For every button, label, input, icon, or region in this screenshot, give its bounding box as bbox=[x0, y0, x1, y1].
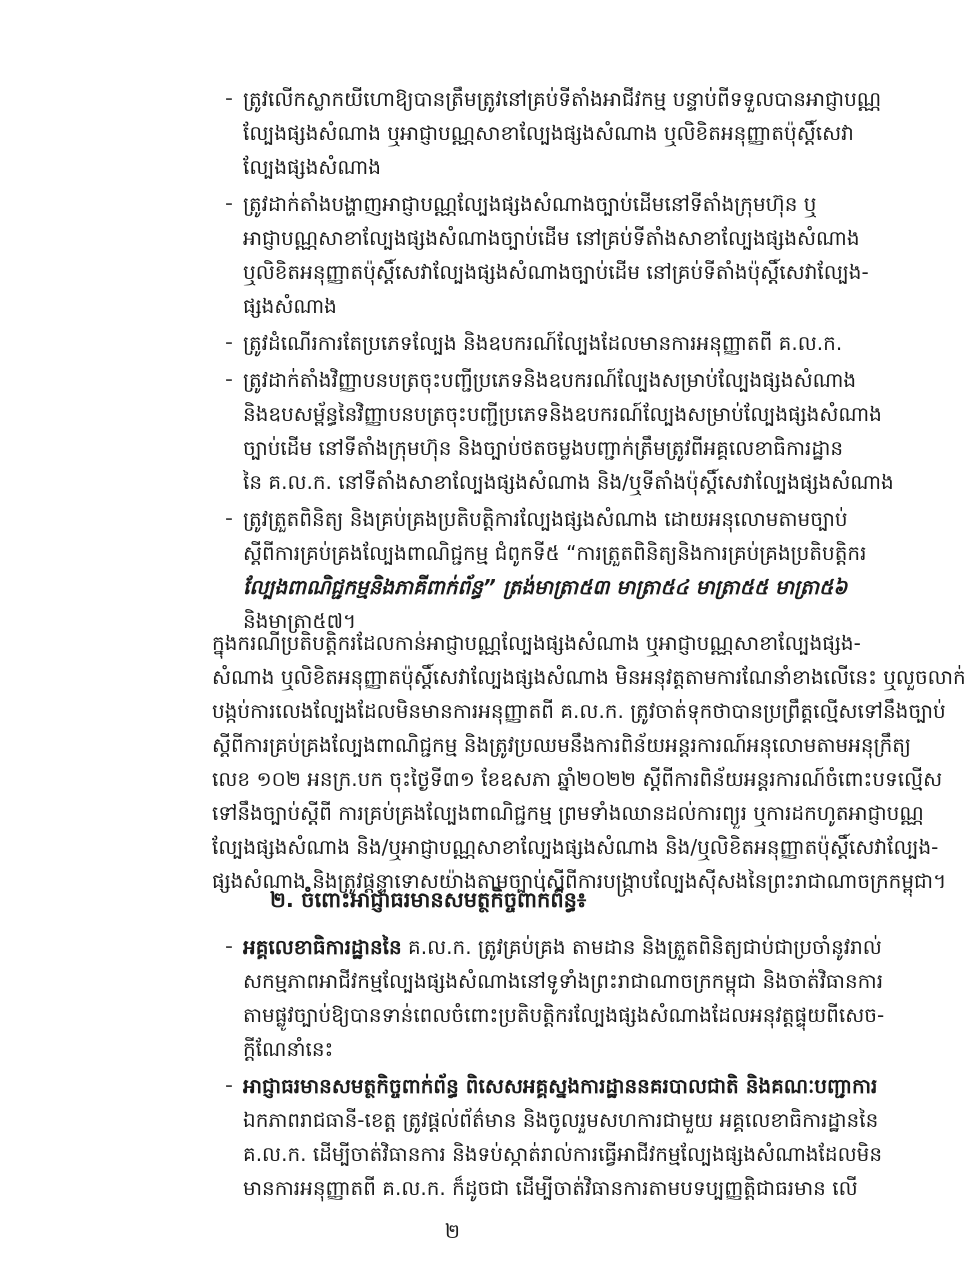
bullet-inspection bbox=[225, 502, 867, 638]
bold-lead: អគ្គលេខាធិការដ្ឋាននៃ bbox=[243, 935, 402, 959]
paragraph-line: ស្តីពីការគ្រប់គ្រងល្បែងពាណិជ្ជកម្ម និងត្រូវប្រឈមនឹងការពិន័យអន្តរការណ៍អនុលោមតាមអនុក្រឹត្យ bbox=[212, 733, 911, 757]
bullet-dash: - bbox=[225, 367, 233, 392]
text-line: ច្បាប់ដើម នៅទីតាំងក្រុមហ៊ុន និងច្បាប់ថតចម្លងបញ្ជាក់ត្រឹមត្រូវពីអគ្គលេខាធិការដ្ឋាន bbox=[243, 436, 844, 460]
text-line: នៃ គ.ល.ក. នៅទីតាំងសាខាល្បែងផ្សងសំណាង និង/ឬទីតាំងប៉ុស្តិ៍សេវាល្បែងផ្សងសំណាង bbox=[243, 470, 894, 494]
paragraph-line: សំណាង ឬលិខិតអនុញ្ញាតប៉ុស្តិ៍សេវាល្បែងផ្សងសំណាង មិនអនុវត្តតាមការណែនាំខាងលើនេះ ឬលួចលាក់ bbox=[212, 665, 966, 689]
guideline-bullet-list bbox=[225, 82, 894, 641]
text-line: ឯកភាពរាជធានី-ខេត្ត ត្រូវផ្តល់ព័ត៌មាន និងចូលរួមសហការជាមួយ អគ្គលេខាធិការដ្ឋាននៃ bbox=[243, 1108, 879, 1132]
bullet-general-secretariat bbox=[225, 930, 885, 1066]
text-line: ល្បែងផ្សងសំណាង ឬអាជ្ញាបណ្ណសាខាល្បែងផ្សងសំណាង ឬលិខិតអនុញ្ញាតប៉ុស្តិ៍សេវា bbox=[243, 121, 854, 145]
text-line: ឬលិខិតអនុញ្ញាតប៉ុស្តិ៍សេវាល្បែងផ្សងសំណាងច្បាប់ដើម នៅគ្រប់ទីតាំងប៉ុស្តិ៍សេវាល្បែង- bbox=[243, 260, 869, 284]
text-line: មានការអនុញ្ញាតពី គ.ល.ក. ក៏ដូចជា ដើម្បីចាត់វិធានការតាមបទប្បញ្ញត្តិជាធរមាន លើ bbox=[243, 1176, 858, 1200]
text-line: តាមផ្លូវច្បាប់ឱ្យបានទាន់ពេលចំពោះប្រតិបត្តិករល្បែងផ្សងសំណាងដែលអនុវត្តផ្ទុយពីសេច- bbox=[243, 1003, 885, 1027]
bullet-signboard bbox=[225, 82, 882, 184]
bold-lead: អាជ្ញាធរមានសមត្ថកិច្ចពាក់ព័ន្ធ ពិសេសអគ្គស្នងការដ្ឋាននគរបាលជាតិ និងគណៈបញ្ជាការ bbox=[243, 1074, 878, 1098]
penalty-paragraph bbox=[212, 626, 966, 898]
bullet-dash: - bbox=[225, 1073, 233, 1098]
paragraph-line: ទៅនឹងច្បាប់ស្តីពី ការគ្រប់គ្រងល្បែងពាណិជ្ជកម្ម ព្រមទាំងឈានដល់ការព្យួរ ឬការដកហូតអាជ្ញាបណ្ណ bbox=[212, 801, 924, 825]
text-line: គ.ល.ក. ដើម្បីចាត់វិធានការ និងទប់ស្កាត់រាល់ការធ្វើអាជីវកម្មល្បែងផ្សងសំណាងដែលមិន bbox=[243, 1142, 883, 1166]
page-number: ២ bbox=[444, 1219, 461, 1243]
text-line: និងមាត្រា៥៧។ bbox=[243, 609, 357, 633]
bullet-competent-authorities bbox=[225, 1069, 883, 1205]
paragraph-line: ល្បែងផ្សងសំណាង និង/ឬអាជ្ញាបណ្ណសាខាល្បែងផ្សងសំណាង និង/ឬលិខិតអនុញ្ញាតប៉ុស្តិ៍សេវាល្បែង- bbox=[212, 835, 939, 859]
text-line: ត្រូវដំណើរការតែប្រភេទល្បែង និងឧបករណ៍ល្បែងដែលមានការអនុញ្ញាតពី គ.ល.ក. bbox=[243, 331, 843, 355]
text-line bbox=[243, 930, 882, 964]
text-line: ត្រូវដាក់តាំងបង្ហាញអាជ្ញាបណ្ណល្បែងផ្សងសំណាងច្បាប់ដើមនៅទីតាំងក្រុមហ៊ុន ឬ bbox=[243, 192, 817, 216]
paragraph-line: លេខ ១០២ អនក្រ.បក ចុះថ្ងៃទី៣១ ខែឧសភា ឆ្នាំ២០២២ ស្តីពីការពិន័យអន្តរការណ៍ចំពោះបទល្មើស bbox=[212, 767, 943, 791]
authority-bullet-list bbox=[225, 930, 885, 1208]
text-line: ត្រូវលើកស្លាកយីហោឱ្យបានត្រឹមត្រូវនៅគ្រប់ទីតាំងអាជីវកម្ម បន្ទាប់ពីទទួលបានអាជ្ញាបណ្ណ bbox=[243, 87, 882, 111]
bullet-dash: - bbox=[225, 191, 233, 216]
paragraph-line: បង្កប់ការលេងល្បែងដែលមិនមានការអនុញ្ញាតពី គ.ល.ក. ត្រូវចាត់ទុកថាបានប្រព្រឹត្តល្មើសទៅនឹងច្បាប់ bbox=[212, 699, 946, 723]
bullet-display-license bbox=[225, 187, 869, 323]
section-2-heading: ២. ចំពោះអាជ្ញាធរមានសមត្ថកិច្ចពាក់ព័ន្ធ៖ bbox=[270, 888, 587, 912]
line-rest: គ.ល.ក. ត្រូវគ្រប់គ្រង តាមដាន និងត្រួតពិនិត្យជាប់ជាប្រចាំនូវរាល់ bbox=[401, 935, 882, 959]
text-line: ត្រូវដាក់តាំងវិញ្ញាបនបត្រចុះបញ្ជីប្រភេទនិងឧបករណ៍ល្បែងសម្រាប់ល្បែងផ្សងសំណាង bbox=[243, 368, 857, 392]
text-line: ត្រូវត្រួតពិនិត្យ និងគ្រប់គ្រងប្រតិបត្តិការល្បែងផ្សងសំណាង ដោយអនុលោមតាមច្បាប់ bbox=[243, 507, 848, 531]
text-line: ក្តីណែនាំនេះ bbox=[243, 1037, 334, 1061]
bullet-dash: - bbox=[225, 506, 233, 531]
bullet-dash: - bbox=[225, 330, 233, 355]
text-line: និងឧបសម្ព័ន្ធនៃវិញ្ញាបនបត្រចុះបញ្ជីប្រភេទនិងឧបករណ៍ល្បែងសម្រាប់ល្បែងផ្សងសំណាង bbox=[243, 402, 882, 426]
text-line: ស្តីពីការគ្រប់គ្រងល្បែងពាណិជ្ជកម្ម ជំពូកទី៥ “ការត្រួតពិនិត្យនិងការគ្រប់គ្រងប្រតិបត្តិករ bbox=[243, 541, 867, 565]
bullet-registration-certificate bbox=[225, 363, 894, 499]
bullet-dash: - bbox=[225, 86, 233, 111]
text-line: ផ្សងសំណាង bbox=[243, 294, 337, 318]
paragraph-line: ក្នុងករណីប្រតិបត្តិករដែលកាន់អាជ្ញាបណ្ណល្បែងផ្សងសំណាង ឬអាជ្ញាបណ្ណសាខាល្បែងផ្សង- bbox=[212, 631, 861, 655]
text-line: សកម្មភាពអាជីវកម្មល្បែងផ្សងសំណាងនៅទូទាំងព្រះរាជាណាចក្រកម្ពុជា និងចាត់វិធានការ bbox=[243, 969, 884, 993]
text-line-quoted-chapter: ល្បែងពាណិជ្ជកម្មនិងភាគីពាក់ព័ន្ធ” ត្រង់មាត្រា៥៣ មាត្រា៥៤ មាត្រា៥៥ មាត្រា៥៦ bbox=[243, 575, 848, 599]
paragraph-line: ផ្សងសំណាង និងត្រូវផ្តន្ទាទោសយ៉ាងតាមច្បាប់ស្តីពីការបង្ក្រាបល្បែងស៊ីសងនៃព្រះរាជាណាចក្រកម្ពុជា។ bbox=[212, 869, 947, 893]
bullet-approved-games bbox=[225, 326, 855, 360]
bullet-dash: - bbox=[225, 934, 233, 959]
text-line: ល្បែងផ្សងសំណាង bbox=[243, 155, 381, 179]
text-line: អាជ្ញាបណ្ណសាខាល្បែងផ្សងសំណាងច្បាប់ដើម នៅគ្រប់ទីតាំងសាខាល្បែងផ្សងសំណាង bbox=[243, 226, 860, 250]
